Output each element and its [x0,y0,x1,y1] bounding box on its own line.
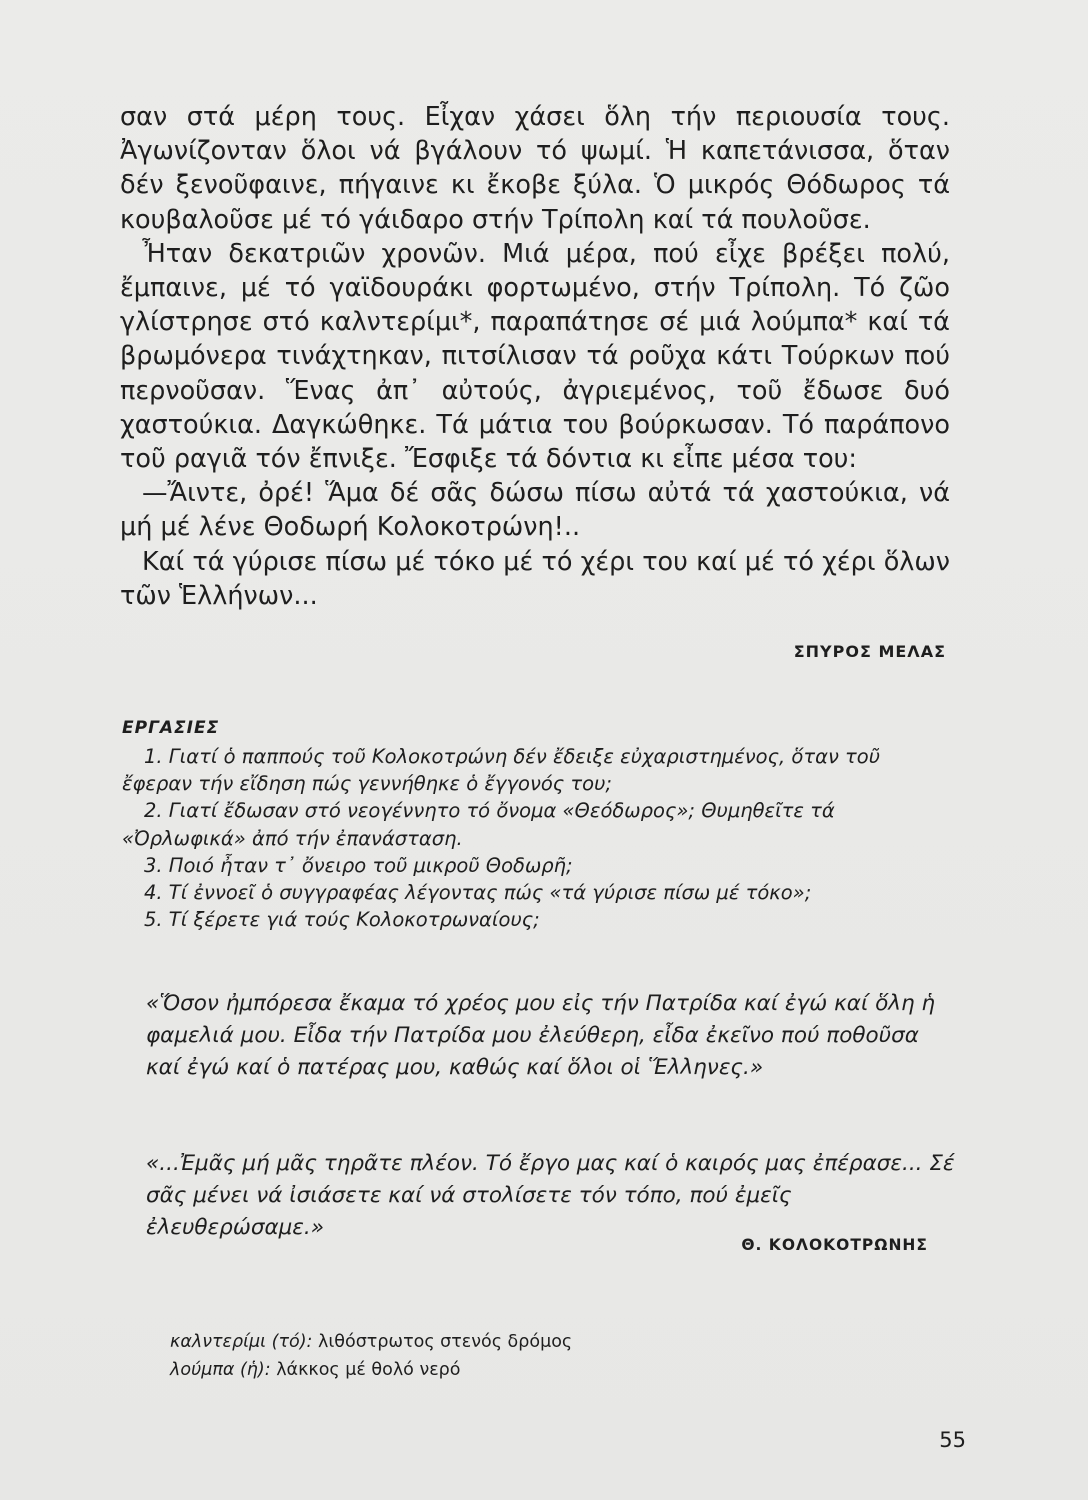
page-number: 55 [939,1428,966,1452]
exercise-text: 2. Γιατί ἔδωσαν στό νεογέννητο τό ὄνομα «Θεόδωρος»; Θυμηθεῖτε τά «Ὀρλωφικά» ἀπό τήν ἐπανάσταση. [122,799,835,850]
glossary-term: λούμπα (ἡ): [170,1360,271,1380]
quote-text: «Ὅσον ἠμπόρεσα ἔκαμα τό χρέος μου εἰς τήν Πατρίδα καί ἐγώ καί ὅλη ἡ φαμελιά μου. Εἶδα τήν Πατρίδα μου ἐλεύθερη, εἶδα ἐκεῖνο πού ποθοῦσα καί ἐγώ καί ὁ πατέρας μου, καθώς καί ὅλοι οἱ Ἕλληνες.» [146,991,936,1080]
quote-text: «...Ἐμᾶς μή μᾶς τηρᾶτε πλέον. Τό ἔργο μας καί ὁ καιρός μας ἐπέρασε... Σέ σᾶς μένει νά ἰσιάσετε καί νά στολίσετε τόν τόπο, πού ἐμεῖς ἐλευθερώσαμε.» [146,1151,955,1240]
exercise-item [122,797,952,851]
exercise-text: 5. Τί ξέρετε γιά τούς Κολοκοτρωναίους; [144,908,540,932]
story-author: ΣΠΥΡΟΣ ΜΕΛΑΣ [793,642,946,661]
exercise-text: 4. Τί ἐννοεῖ ὁ συγγραφέας λέγοντας πώς «τά γύρισε πίσω μέ τόκο»; [144,881,812,905]
story-paragraph: Ἦταν δεκατριῶν χρονῶν. Μιά μέρα, πού εἶχε βρέξει πολύ, ἔμπαινε, μέ τό γαϊδουράκι φορτωμένο, στήν Τρίπολη. Τό ζῶο γλίστρησε στό καλντερίμι*, παραπάτησε σέ μιά λούμπα* καί τά βρωμόνερα τινάχτηκαν, πιτσίλισαν τά ροῦχα κάτι Τούρκων πού περνοῦσαν. Ἕνας ἀπ᾿ αὐτούς, ἀγριεμένος, τοῦ ἔδωσε δυό χαστούκια. Δαγκώθηκε. Τά μάτια του βούρκωσαν. Τό παράπονο τοῦ ραγιᾶ τόν ἔπνιξε. Ἔσφιξε τά δόντια κι εἶπε μέσα του: [120,238,950,475]
story-paragraph: σαν στά μέρη τους. Εἶχαν χάσει ὅλη τήν περιουσία τους. Ἀγωνίζονταν ὅλοι νά βγάλουν τό ψωμί. Ἡ καπετάνισσα, ὅταν δέν ξενοῦφαινε, πήγαινε κι ἔκοβε ξύλα. Ὁ μικρός Θόδωρος τά κουβαλοῦσε μέ τό γάιδαρο στήν Τρίπολη καί τά πουλοῦσε. [120,102,950,235]
exercises-list [122,743,952,933]
exercise-item [122,879,952,906]
glossary-entry [170,1356,572,1384]
glossary-entry [170,1328,572,1356]
kolokotronis-quote-first [146,988,956,1084]
story-text [120,100,950,613]
glossary [170,1328,572,1384]
glossary-definition: λάκκος μέ θολό νερό [276,1360,461,1380]
exercise-item [122,906,952,933]
story-paragraph: —Ἄιντε, ὀρέ! Ἅμα δέ σᾶς δώσω πίσω αὐτά τά χαστούκια, νά μή μέ λένε Θοδωρή Κολοκοτρώνη!.. [120,478,950,543]
quote-author: Θ. ΚΟΛΟΚΟΤΡΩΝΗΣ [741,1236,928,1254]
exercise-text: 1. Γιατί ὁ παππούς τοῦ Κολοκοτρώνη δέν ἔδειξε εὐχαριστημένος, ὅταν τοῦ ἔφεραν τήν εἴδηση πώς γεννήθηκε ὁ ἔγγονός του; [122,745,880,796]
exercise-text: 3. Ποιό ἦταν τ᾿ ὄνειρο τοῦ μικροῦ Θοδωρῆ; [144,853,573,877]
exercise-item [122,743,952,797]
exercises-title: ΕΡΓΑΣΙΕΣ [122,718,220,738]
glossary-definition: λιθόστρωτος στενός δρόμος [318,1332,573,1352]
story-paragraph: Καί τά γύρισε πίσω μέ τόκο μέ τό χέρι του καί μέ τό χέρι ὅλων τῶν Ἑλλήνων... [120,546,950,611]
exercise-item [122,852,952,879]
kolokotronis-quote-second [146,1148,956,1244]
glossary-term: καλντερίμι (τό): [170,1332,313,1352]
